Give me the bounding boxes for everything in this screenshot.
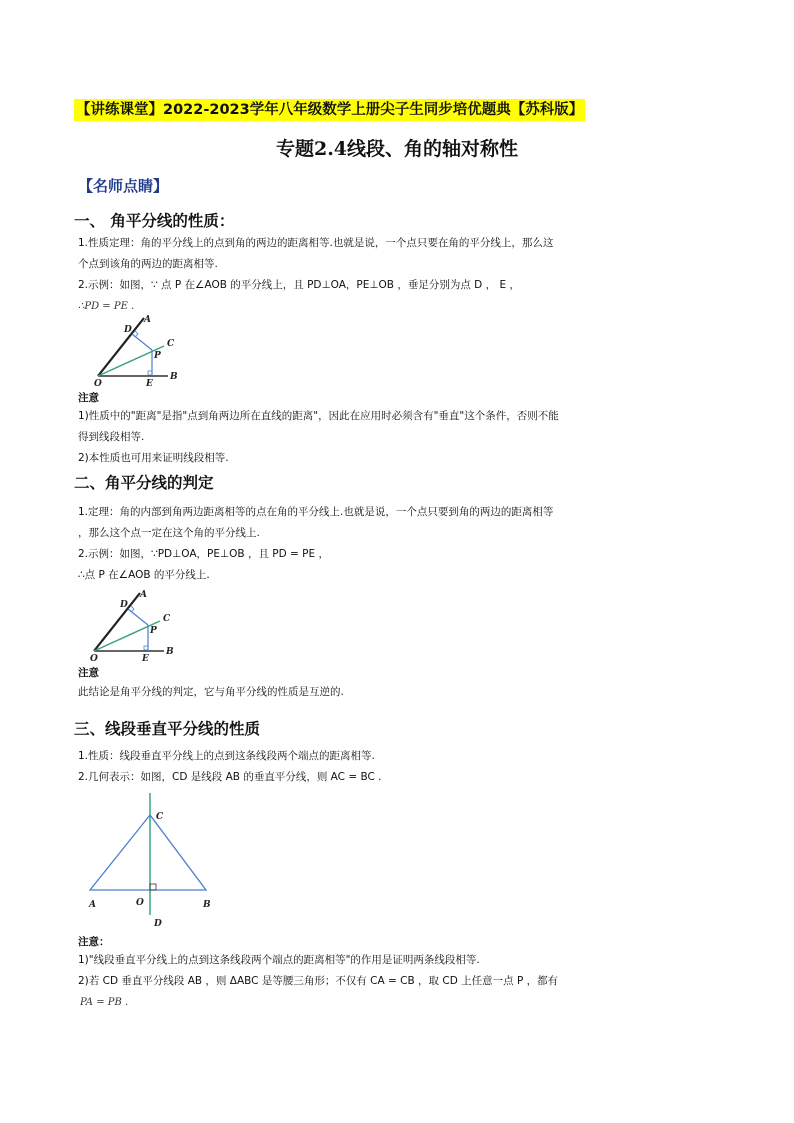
label-o: O bbox=[90, 654, 98, 664]
banner: 【讲练课堂】2022-2023学年八年级数学上册尖子生同步培优题典【苏科版】 bbox=[74, 99, 585, 121]
s2-line2: ，那么这个点一定在这个角的平分线上. bbox=[78, 527, 260, 539]
label-c: C bbox=[156, 812, 164, 822]
label-a: A bbox=[144, 315, 151, 325]
right-angle-mark-e bbox=[144, 646, 148, 650]
label-p: P bbox=[150, 626, 157, 636]
right-angle-mark-d bbox=[135, 331, 138, 337]
s2-note-label: 注意 bbox=[78, 667, 99, 679]
label-b: B bbox=[166, 647, 174, 657]
right-angle-mark-e bbox=[148, 371, 152, 375]
label-p: P bbox=[154, 351, 161, 361]
s2-line3: 2.示例：如图，∵PD⊥OA，PE⊥OB ，且 PD = PE ， bbox=[78, 548, 329, 560]
ray-oa bbox=[94, 593, 140, 651]
s1-line4: ∴PD = PE . bbox=[78, 301, 135, 312]
segment-pd bbox=[132, 334, 152, 350]
s1-line2: 个点到该角的两边的距离相等. bbox=[78, 258, 218, 270]
segment-pd bbox=[128, 609, 148, 625]
label-b: B bbox=[203, 900, 211, 910]
s1-note3: 2)本性质也可用来证明线段相等. bbox=[78, 452, 229, 464]
label-a: A bbox=[140, 590, 147, 600]
right-angle-mark-o bbox=[150, 884, 156, 890]
section-3-heading: 三、线段垂直平分线的性质 bbox=[74, 719, 261, 738]
s1-note2: 得到线段相等. bbox=[78, 431, 145, 443]
label-d: D bbox=[124, 325, 132, 335]
s3-note1: 1)"线段垂直平分线上的点到这条线段两个端点的距离相等"的作用是证明两条线段相等. bbox=[78, 954, 480, 966]
triangle-abc bbox=[90, 815, 206, 890]
s2-line1: 1.定理：角的内部到角两边距离相等的点在角的平分线上.也就是说，一个点只要到角的两边的距离相等 bbox=[78, 506, 554, 518]
label-b: B bbox=[170, 372, 178, 382]
s1-line3: 2.示例：如图，∵ 点 P 在∠AOB 的平分线上，且 PD⊥OA，PE⊥OB ，垂足分别为点 D ， E ， bbox=[78, 279, 520, 291]
section-1-heading: 一、 角平分线的性质： bbox=[74, 211, 235, 230]
s1-note1: 1)性质中的"距离"是指"点到角两边所在直线的距离"，因此在应用时必须含有"垂直"这个条件，否则不能 bbox=[78, 410, 559, 422]
label-e: E bbox=[146, 379, 153, 389]
s3-note-label: 注意： bbox=[78, 936, 110, 948]
label-d: D bbox=[120, 600, 128, 610]
s1-note-label: 注意 bbox=[78, 392, 99, 404]
label-o: O bbox=[94, 379, 102, 389]
ray-oa bbox=[98, 318, 144, 376]
s2-line4: ∴点 P 在∠AOB 的平分线上. bbox=[78, 569, 210, 581]
page-title: 专题2.4线段、角的轴对称性 bbox=[275, 138, 519, 160]
angle-bisector-figure-1 bbox=[88, 310, 188, 392]
s3-line1: 1.性质：线段垂直平分线上的点到这条线段两个端点的距离相等. bbox=[78, 750, 375, 762]
angle-bisector-figure-2 bbox=[84, 585, 184, 667]
label-a: A bbox=[89, 900, 96, 910]
s3-line2: 2.几何表示：如图，CD 是线段 AB 的垂直平分线，则 AC = BC . bbox=[78, 771, 382, 783]
section-2-heading: 二、角平分线的判定 bbox=[74, 473, 214, 492]
s2-note1: 此结论是角平分线的判定，它与角平分线的性质是互逆的. bbox=[78, 686, 344, 698]
label-d: D bbox=[154, 919, 162, 929]
label-c: C bbox=[163, 614, 171, 624]
label-c: C bbox=[167, 339, 175, 349]
section-tag: 【名师点睛】 bbox=[78, 177, 169, 195]
s1-line1: 1.性质定理：角的平分线上的点到角的两边的距离相等.也就是说，一个点只要在角的平分线上，那么这 bbox=[78, 237, 554, 249]
s3-note2: 2)若 CD 垂直平分线段 AB ，则 ΔABC 是等腰三角形；不仅有 CA = CB ，取 CD 上任意一点 P ，都有 bbox=[78, 975, 559, 987]
right-angle-mark-d bbox=[131, 606, 134, 612]
perpendicular-bisector-figure bbox=[80, 793, 220, 931]
label-o: O bbox=[136, 898, 144, 908]
s3-note3: PA = PB . bbox=[80, 997, 129, 1008]
label-e: E bbox=[142, 654, 149, 664]
